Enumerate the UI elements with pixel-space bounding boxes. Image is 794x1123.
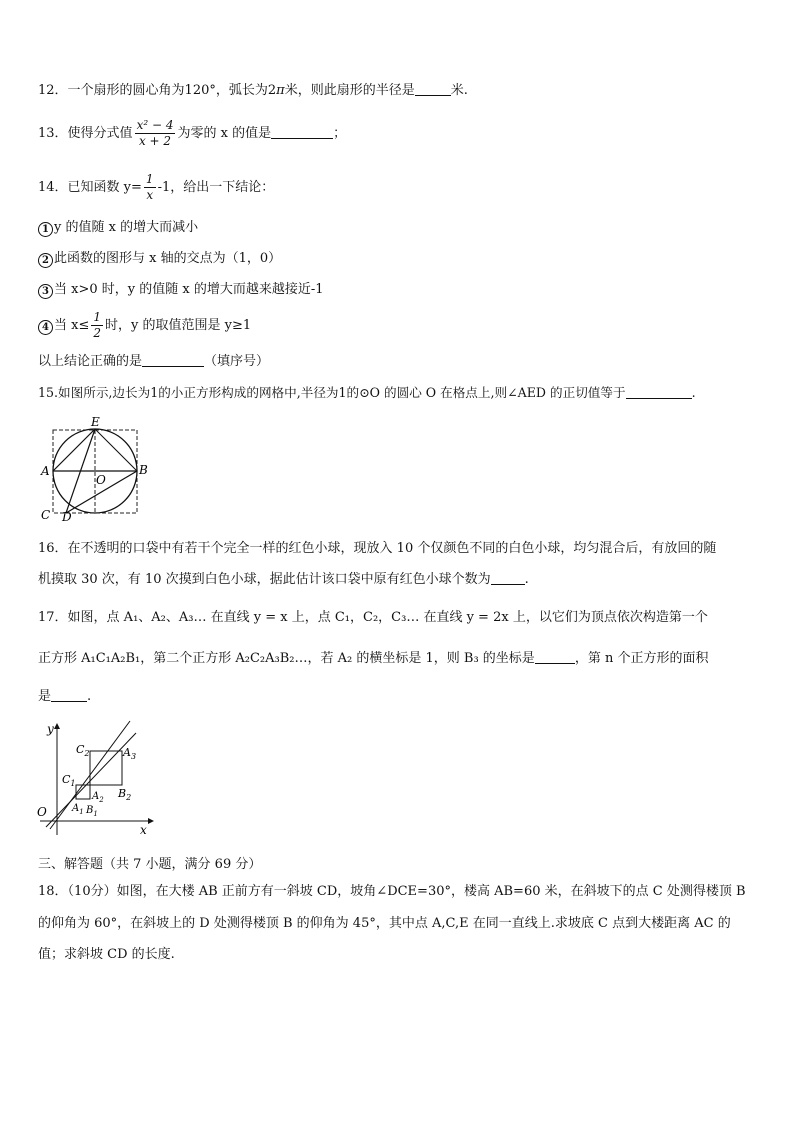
q14-item-4-mark: 4 [38,320,53,335]
q17-label-b1: $B_1$ [86,805,98,818]
q14-item-2-mark: 2 [38,253,53,268]
q17-x-arrow [148,818,154,824]
question-17-line-2 [38,650,708,668]
q15-label-e: E [91,415,100,429]
q13-text-a: 使得分式值 [67,126,133,141]
question-16-line-2 [38,571,529,589]
question-17-line-3 [38,688,91,706]
q15-end: . [691,385,696,400]
q17-line-2-text: 正方形 A₁C₁A₂B₁，第二个正方形 A₂C₂A₃B₂…，若 A₂ 的横坐标是 1，则 B₃ 的坐标是 [38,651,535,666]
q14-item-4-text-b: 时，y 的取值范围是 y≥1 [105,318,252,333]
q14-item-4-frac-num: 1 [93,310,101,324]
q17-label-c1: $C_1$ [62,773,76,788]
q14-item-3 [38,281,324,299]
q14-item-1 [38,219,198,237]
q13-text-b: 为零的 x 的值是 [177,126,272,141]
q15-label-d: D [62,510,72,522]
q14-number: 14． [38,180,68,195]
q13-frac-num: x² − 4 [136,118,174,132]
q12-text-a: 一个扇形的圆心角为120°，弧长为2 [67,83,277,98]
q14-item-4-frac-den: 2 [93,326,101,340]
q17-number: 17． [38,610,68,625]
q13-frac-den: x + 2 [138,134,172,148]
q17-label-a2: $A_2$ [92,791,104,804]
q18-line-1-text: （10分）如图，在大楼 AB 正前方有一斜坡 CD，坡角∠DCE=30°，楼高 AB=60 米，在斜坡下的点 C 处测得楼顶 B [67,884,746,899]
question-18-line-1 [38,883,746,901]
q17-square-1 [76,785,90,799]
q17-label-y: y [47,722,54,736]
q17-label-o: O [37,805,47,819]
question-14 [38,172,274,203]
q17-answer-blank-2[interactable] [51,689,87,702]
question-15 [38,384,696,402]
q17-y-arrow [54,723,60,729]
q12-text-c: 米. [450,83,468,98]
q14-fraction [144,172,156,203]
q17-line-2-tail: ，第 n 个正方形的面积 [574,651,709,666]
q15-label-c: C [41,508,51,522]
q13-answer-blank[interactable] [271,126,333,139]
q17-label-x: x [140,823,147,837]
q18-number: 18． [38,884,68,899]
q17-answer-blank-1[interactable] [535,651,575,664]
q16-answer-blank[interactable] [491,572,525,585]
q12-text-b: 米，则此扇形的半径是 [284,83,415,98]
q14-item-1-text: y 的值随 x 的增大而减小 [54,220,199,235]
q14-frac-num: 1 [145,172,154,186]
q17-line-1-text: 如图，点 A₁、A₂、A₃… 在直线 y = x 上，点 C₁，C₂，C₃… 在直线 y = 2x 上，以它们为顶点依次构造第一个 [67,610,708,625]
question-18-line-3: 值；求斜坡 CD 的长度. [38,947,175,962]
q14-answer-blank[interactable] [142,354,204,367]
q14-item-2-text: 此函数的图形与 x 轴的交点为（1，0） [54,251,282,266]
q13-number: 13． [38,126,68,141]
q16-end: . [524,572,529,587]
q15-answer-blank[interactable] [626,386,692,399]
q13-fraction [135,118,176,149]
question-18-line-2: 的仰角为 60°，在斜坡上的 D 处测得楼顶 B 的仰角为 45°，其中点 A,C,E 在同一直线上.求坡底 C 点到大楼距离 AC 的 [38,916,731,931]
q17-label-c2: $C_2$ [76,743,90,758]
q14-frac-den: x [146,188,154,202]
q14-tail-a: 以上结论正确的是 [38,354,143,369]
q14-item-1-mark: 1 [38,222,53,237]
q17-label-b2: $B_2$ [118,787,132,802]
q17-end: . [87,689,92,704]
q13-text-c: ； [333,126,347,141]
q14-item-4 [38,310,251,341]
q17-figure [36,715,156,840]
q14-item-3-mark: 3 [38,284,53,299]
q15-label-a: A [41,464,50,478]
q17-line-3-text: 是 [38,689,52,704]
q12-answer-blank[interactable] [415,83,451,96]
q12-number: 12． [38,83,68,98]
q14-item-2 [38,250,281,268]
question-13 [38,118,346,149]
q14-text-a: 已知函数 y= [67,180,142,195]
q15-label-b: B [139,463,148,477]
q14-item-4-fraction [91,310,103,341]
q15-text: 如图所示,边长为1的小正方形构成的网格中,半径为1的⊙O 的圆心 O 在格点上,则∠AED 的正切值等于 [58,385,626,400]
q16-line-2-text: 机摸取 30 次，有 10 次摸到白色小球，据此估计该口袋中原有红色小球个数为 [38,572,491,587]
q14-text-b: -1，给出一下结论： [157,180,275,195]
q15-number: 15. [38,385,59,400]
q14-tail [38,353,269,371]
question-12 [38,82,468,100]
q14-tail-b: （填序号） [204,354,270,369]
section-heading: 三、解答题（共 7 小题，满分 69 分） [38,857,262,872]
question-16-line-1 [38,540,716,558]
q17-label-a1: $A_1$ [72,803,84,816]
question-17-line-1 [38,609,708,627]
q15-figure [36,414,156,522]
q16-line-1-text: 在不透明的口袋中有若干个完全一样的红色小球，现放入 10 个仅颜色不同的白色小球，均匀混合后，有放回的随 [67,541,717,556]
q14-item-4-text-a: 当 x≤ [54,318,90,333]
q15-label-o: O [96,473,106,487]
q16-number: 16． [38,541,68,556]
q17-label-a3: $A_3$ [123,746,137,761]
q12-pi: π [276,83,285,98]
q14-item-3-text: 当 x>0 时，y 的值随 x 的增大而越来越接近-1 [54,282,324,297]
